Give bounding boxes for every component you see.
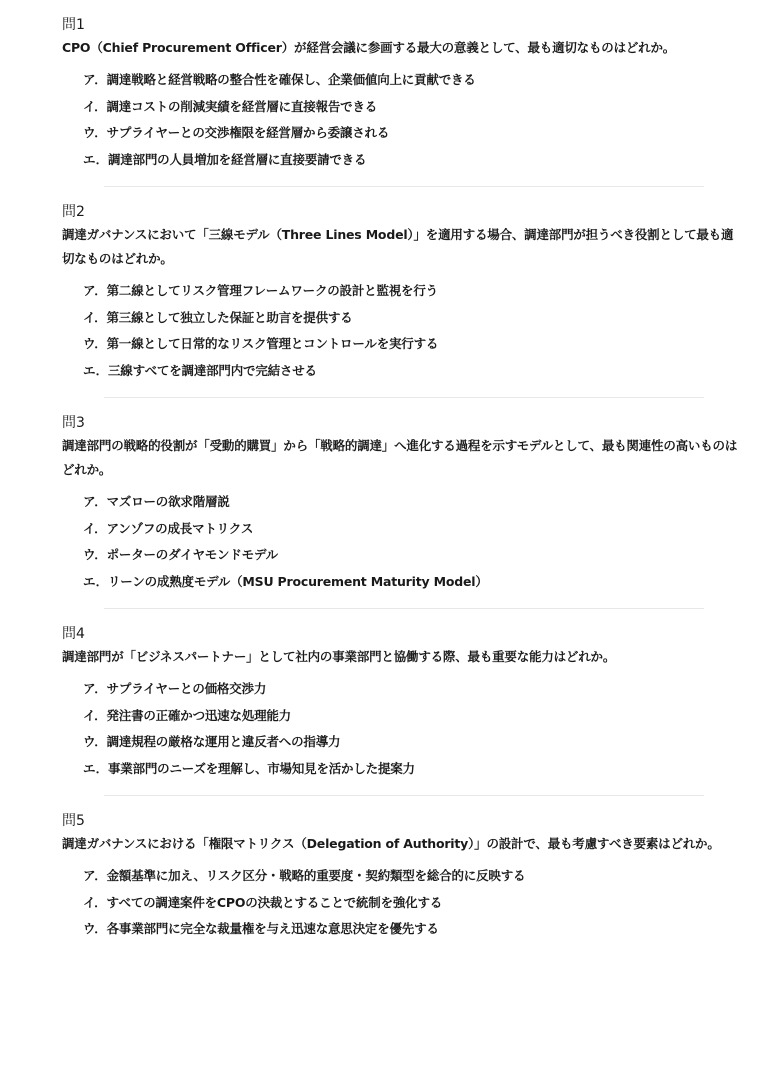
divider — [104, 186, 704, 187]
question-text: 調達ガバナンスにおける「権限マトリクス（Delegation of Authority）」の設計で、最も考慮すべき要素はどれか。 — [62, 836, 720, 851]
question-text: 調達ガバナンスにおいて「三線モデル（Three Lines Model）」を適用する場合、調達部門が担うべき役割として最も適切なものはどれか。 — [62, 227, 734, 266]
option-a: ア．金額基準に加え、リスク区分・戦略的重要度・契約類型を総合的に反映する — [83, 868, 526, 883]
question-5 — [62, 810, 742, 943]
option-u: ウ．調達規程の厳格な運用と違反者への指導力 — [83, 734, 341, 749]
question-4 — [62, 623, 742, 782]
option-list — [62, 67, 742, 173]
option-a: ア．マズローの欲求階層説 — [83, 494, 230, 509]
divider — [104, 795, 704, 796]
option-u: ウ．ポーターのダイヤモンドモデル — [83, 547, 278, 562]
question-number: 問1 — [62, 17, 85, 33]
option-list — [62, 278, 742, 384]
option-i: イ．アンゾフの成長マトリクス — [83, 520, 254, 536]
option-i: イ．第三線として独立した保証と助言を提供する — [83, 309, 353, 325]
option-u: ウ．第一線として日常的なリスク管理とコントロールを実行する — [83, 336, 439, 351]
option-u: ウ．サプライヤーとの交渉権限を経営層から委譲される — [83, 125, 390, 140]
option-a: ア．サプライヤーとの価格交渉力 — [83, 681, 267, 696]
question-3 — [62, 412, 742, 595]
option-a: ア．第二線としてリスク管理フレームワークの設計と監視を行う — [83, 283, 438, 298]
option-e: エ．三線すべてを調達部門内で完結させる — [83, 362, 317, 378]
option-e: エ．事業部門のニーズを理解し、市場知見を活かした提案力 — [83, 760, 415, 776]
question-sheet — [62, 14, 742, 943]
option-i: イ．発注書の正確かつ迅速な処理能力 — [83, 707, 291, 723]
question-number: 問5 — [62, 813, 85, 829]
option-i: イ．調達コストの削減実績を経営層に直接報告できる — [83, 98, 378, 114]
question-number: 問3 — [62, 415, 85, 431]
question-number: 問2 — [62, 204, 85, 220]
option-i: イ．すべての調達案件をCPOの決裁とすることで統制を強化する — [83, 894, 443, 910]
option-list — [62, 676, 742, 782]
question-text: 調達部門の戦略的役割が「受動的購買」から「戦略的調達」へ進化する過程を示すモデルとして、最も関連性の高いものはどれか。 — [62, 438, 738, 477]
option-list — [62, 863, 742, 943]
option-a: ア．調達戦略と経営戦略の整合性を確保し、企業価値向上に貢献できる — [83, 72, 476, 87]
option-list — [62, 489, 742, 595]
question-2 — [62, 201, 742, 384]
question-text: 調達部門が「ビジネスパートナー」として社内の事業部門と協働する際、最も重要な能力はどれか。 — [62, 649, 616, 664]
divider — [104, 397, 704, 398]
question-text: CPO（Chief Procurement Officer）が経営会議に参画する最大の意義として、最も適切なものはどれか。 — [62, 40, 676, 55]
option-e: エ．リーンの成熟度モデル（MSU Procurement Maturity Model） — [83, 573, 488, 589]
question-number: 問4 — [62, 626, 85, 642]
option-e: エ．調達部門の人員増加を経営層に直接要請できる — [83, 151, 367, 167]
option-u: ウ．各事業部門に完全な裁量権を与え迅速な意思決定を優先する — [83, 921, 439, 936]
divider — [104, 608, 704, 609]
question-1 — [62, 14, 742, 173]
